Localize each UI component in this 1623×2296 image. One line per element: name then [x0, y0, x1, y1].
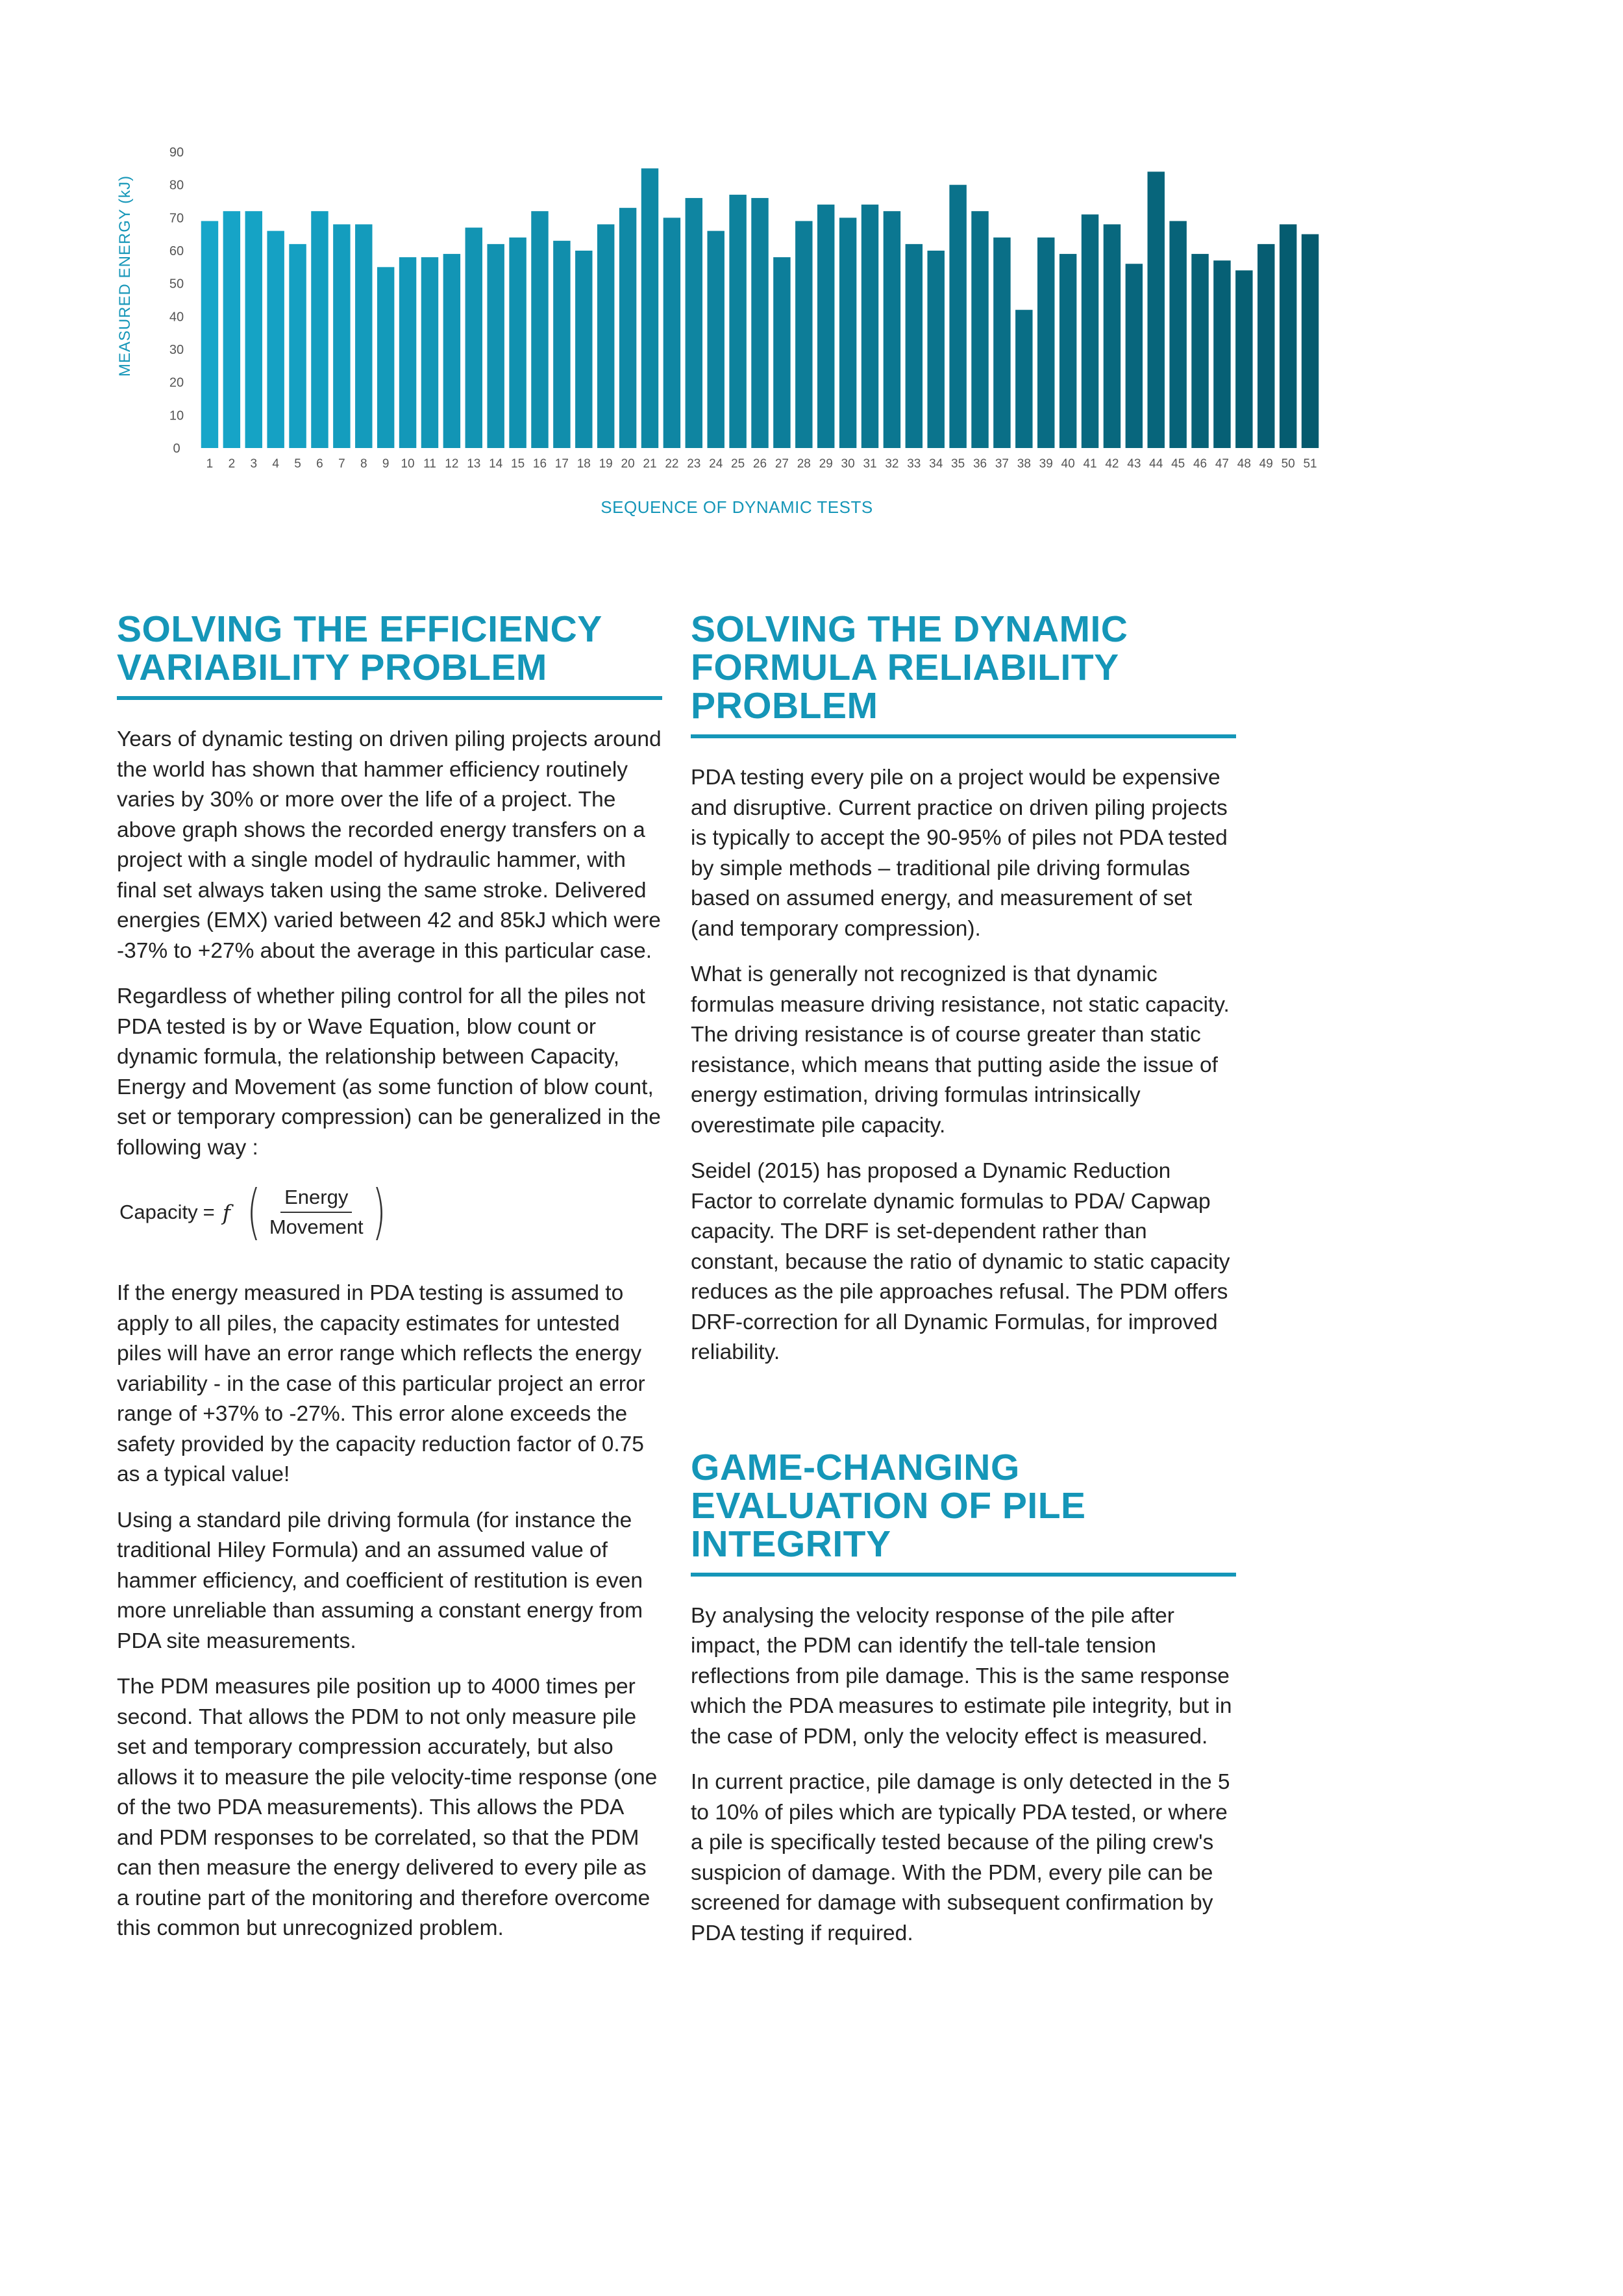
y-axis-label: MEASURED ENERGY (kJ) — [116, 175, 134, 377]
x-tick-label: 37 — [995, 457, 1009, 471]
x-tick-label: 41 — [1083, 457, 1097, 471]
x-tick-label: 5 — [294, 457, 301, 471]
bar-test-14 — [487, 244, 504, 448]
formula-capacity: Capacity — [119, 1201, 198, 1223]
x-tick-label: 50 — [1281, 457, 1295, 471]
x-tick-label: 30 — [841, 457, 855, 471]
x-tick-label: 7 — [338, 457, 345, 471]
bar-test-15 — [509, 238, 526, 448]
bar-test-4 — [267, 231, 284, 448]
integrity-heading: GAME-CHANGING EVALUATION OF PILE INTEGRITY — [691, 1449, 1236, 1577]
x-tick-label: 19 — [599, 457, 613, 471]
bar-test-25 — [729, 195, 746, 448]
x-tick-label: 21 — [643, 457, 657, 471]
y-tick-label: 80 — [169, 178, 184, 193]
bar-test-49 — [1258, 244, 1274, 448]
x-tick-label: 15 — [511, 457, 525, 471]
capacity-formula — [119, 1177, 662, 1247]
efficiency-paragraph-2: Regardless of whether piling control for all the piles not PDA tested is by or Wave Equation, blow count or dynamic formula, the relationship between Capacity, Energy and Movement (as some function of blow count, set or temporary compression) can be generalized in the following way : — [117, 984, 661, 1160]
y-tick-label: 30 — [169, 343, 184, 357]
bar-test-16 — [531, 211, 548, 448]
bar-test-45 — [1169, 221, 1186, 448]
bar-test-10 — [399, 257, 416, 448]
bar-test-47 — [1213, 260, 1230, 448]
bar-test-39 — [1037, 238, 1054, 448]
x-tick-label: 27 — [774, 457, 789, 471]
x-tick-label: 25 — [731, 457, 745, 471]
bar-test-17 — [553, 241, 570, 448]
bar-test-12 — [443, 254, 460, 448]
bar-test-41 — [1082, 214, 1098, 448]
x-tick-label: 6 — [316, 457, 323, 471]
right-column — [691, 610, 1236, 1964]
reliability-paragraph-3: Seidel (2015) has proposed a Dynamic Reduction Factor to correlate dynamic formulas to PDA/ Capwap capacity. The DRF is set-dependent rather than constant, because the ratio of dynamic to static capacity reduces as the pile approaches refusal. The PDM offers DRF-correction for all Dynamic Formulas, for improved reliability. — [691, 1159, 1230, 1364]
x-tick-label: 32 — [885, 457, 899, 471]
efficiency-heading: SOLVING THE EFFICIENCY VARIABILITY PROBLEM — [117, 610, 662, 700]
x-tick-label: 29 — [819, 457, 833, 471]
x-tick-label: 3 — [250, 457, 258, 471]
y-tick-label: 60 — [169, 244, 184, 258]
x-tick-label: 45 — [1171, 457, 1185, 471]
x-tick-label: 8 — [360, 457, 367, 471]
bar-test-33 — [906, 244, 923, 448]
x-tick-label: 31 — [863, 457, 877, 471]
bar-test-44 — [1148, 171, 1165, 448]
x-tick-label: 1 — [206, 457, 214, 471]
bar-test-1 — [201, 221, 218, 448]
x-tick-label: 26 — [752, 457, 767, 471]
x-tick-label: 16 — [532, 457, 547, 471]
formula-numerator: Energy — [280, 1186, 352, 1213]
x-tick-label: 23 — [687, 457, 701, 471]
bar-test-23 — [686, 198, 702, 448]
x-tick-label: 35 — [951, 457, 965, 471]
x-axis-ticks — [206, 457, 1317, 471]
bar-test-32 — [884, 211, 900, 448]
bars-group — [201, 168, 1319, 448]
bar-test-6 — [311, 211, 328, 448]
bar-test-43 — [1126, 264, 1143, 448]
efficiency-paragraph-3: If the energy measured in PDA testing is assumed to apply to all piles, the capacity estimates for untested piles will have an error range which reflects the energy variability - in the case of this particular project an error range of +37% to -27%. This error alone exceeds the safety provided by the capacity reduction factor of 0.75 as a typical value! — [117, 1281, 645, 1486]
bar-test-24 — [707, 231, 724, 448]
x-tick-label: 20 — [621, 457, 635, 471]
x-axis-label: SEQUENCE OF DYNAMIC TESTS — [601, 497, 873, 517]
reliability-paragraph-1: PDA testing every pile on a project would be expensive and disruptive. Current practice on driven piling projects is typically to accept the 90-95% of piles not PDA tested by simple methods – traditional pile driving formulas based on assumed energy, and measurement of set (and temporary compression). — [691, 766, 1228, 941]
x-tick-label: 36 — [973, 457, 987, 471]
bar-test-34 — [927, 251, 944, 448]
x-tick-label: 13 — [467, 457, 481, 471]
bar-test-38 — [1015, 310, 1032, 448]
energy-bar-chart — [0, 0, 1623, 532]
bar-test-28 — [795, 221, 812, 448]
formula-equals: = — [203, 1201, 215, 1223]
x-tick-label: 38 — [1017, 457, 1031, 471]
left-column — [117, 610, 662, 1960]
x-tick-label: 51 — [1303, 457, 1317, 471]
bar-test-9 — [377, 267, 394, 448]
x-tick-label: 14 — [489, 457, 503, 471]
bar-test-48 — [1235, 270, 1252, 448]
x-tick-label: 4 — [272, 457, 279, 471]
x-tick-label: 42 — [1105, 457, 1119, 471]
formula-function: f — [222, 1199, 230, 1225]
x-tick-label: 47 — [1215, 457, 1230, 471]
efficiency-paragraph-1: Years of dynamic testing on driven piling projects around the world has shown that hammer efficiency routinely varies by 30% or more over the life of a project. The above graph shows the recorded energy transfers on a project with a single model of hydraulic hammer, with final set always taken using the same stroke. Delivered energies (EMX) varied between 42 and 85kJ which were -37% to +27% about the average in this particular case. — [117, 727, 662, 963]
x-tick-label: 24 — [709, 457, 723, 471]
bar-test-13 — [465, 228, 482, 448]
y-tick-label: 0 — [173, 442, 180, 456]
x-tick-label: 44 — [1149, 457, 1163, 471]
y-axis-ticks — [169, 145, 184, 456]
bar-test-19 — [597, 224, 614, 448]
x-tick-label: 46 — [1193, 457, 1208, 471]
bar-test-51 — [1302, 234, 1319, 448]
x-tick-label: 49 — [1259, 457, 1273, 471]
bar-test-37 — [993, 238, 1010, 448]
bar-test-31 — [861, 205, 878, 448]
bar-test-46 — [1191, 254, 1208, 448]
bar-test-40 — [1059, 254, 1076, 448]
x-tick-label: 28 — [797, 457, 811, 471]
bar-test-11 — [421, 257, 438, 448]
bar-test-35 — [949, 185, 966, 448]
y-tick-label: 90 — [169, 145, 184, 160]
bar-test-22 — [663, 218, 680, 448]
bar-test-26 — [751, 198, 768, 448]
x-tick-label: 9 — [382, 457, 390, 471]
x-tick-label: 10 — [401, 457, 415, 471]
formula-fraction — [266, 1186, 367, 1239]
bar-test-42 — [1104, 224, 1121, 448]
bar-test-21 — [641, 168, 658, 448]
reliability-paragraph-2: What is generally not recognized is that dynamic formulas measure driving resistance, not static capacity. The driving resistance is of course greater than static resistance, which means that putting aside the issue of energy estimation, driving formulas intrinsically overestimate pile capacity. — [691, 962, 1230, 1138]
reliability-heading: SOLVING THE DYNAMIC FORMULA RELIABILITY PROBLEM — [691, 610, 1236, 738]
x-tick-label: 2 — [228, 457, 236, 471]
x-tick-label: 11 — [423, 457, 436, 471]
formula-denominator: Movement — [269, 1216, 364, 1238]
x-tick-label: 22 — [665, 457, 679, 471]
efficiency-paragraph-5: The PDM measures pile position up to 4000 times per second. That allows the PDM to not only measure pile set and temporary compression accurately, but also allows it to measure the pile velocity-time response (one of the two PDA measurements). This allows the PDA and PDM responses to be correlated, so that the PDM can then measure the energy delivered to every pile as a routine part of the monitoring and therefore overcome this common but unrecognized problem. — [117, 1675, 658, 1940]
bar-test-20 — [619, 208, 636, 448]
bar-test-8 — [355, 224, 372, 448]
bar-test-5 — [289, 244, 306, 448]
formula-open-paren: ( — [247, 1177, 261, 1247]
integrity-paragraph-2: In current practice, pile damage is only detected in the 5 to 10% of piles which are typically PDA tested, or where a pile is specifically tested because of the piling crew's suspicion of damage. With the PDM, every pile can be screened for damage with subsequent confirmation by PDA testing if required. — [691, 1770, 1230, 1945]
x-tick-label: 18 — [576, 457, 591, 471]
bar-test-36 — [971, 211, 988, 448]
y-tick-label: 40 — [169, 310, 184, 325]
x-tick-label: 43 — [1127, 457, 1141, 471]
integrity-paragraph-1: By analysing the velocity response of the pile after impact, the PDM can identify the tell-tale tension reflections from pile damage. This is the same response which the PDA measures to estimate pile integrity, but in the case of PDM, only the velocity effect is measured. — [691, 1603, 1232, 1749]
x-tick-label: 34 — [929, 457, 943, 471]
x-tick-label: 40 — [1061, 457, 1075, 471]
y-tick-label: 70 — [169, 211, 184, 226]
formula-close-paren: ) — [371, 1177, 386, 1247]
bar-test-50 — [1280, 224, 1296, 448]
y-tick-label: 50 — [169, 277, 184, 292]
x-tick-label: 39 — [1039, 457, 1053, 471]
x-tick-label: 48 — [1237, 457, 1251, 471]
bar-test-29 — [817, 205, 834, 448]
x-tick-label: 33 — [907, 457, 921, 471]
efficiency-paragraph-4: Using a standard pile driving formula (for instance the traditional Hiley Formula) and an assumed value of hammer efficiency, and coefficient of restitution is even more unreliable than assuming a constant energy from PDA site measurements. — [117, 1508, 643, 1653]
bar-test-3 — [245, 211, 262, 448]
bar-test-7 — [333, 224, 350, 448]
y-tick-label: 10 — [169, 408, 184, 423]
y-tick-label: 20 — [169, 375, 184, 390]
x-tick-label: 17 — [554, 457, 569, 471]
bar-test-27 — [773, 257, 790, 448]
bar-test-18 — [575, 251, 592, 448]
bar-test-2 — [223, 211, 240, 448]
bar-test-30 — [839, 218, 856, 448]
x-tick-label: 12 — [445, 457, 459, 471]
